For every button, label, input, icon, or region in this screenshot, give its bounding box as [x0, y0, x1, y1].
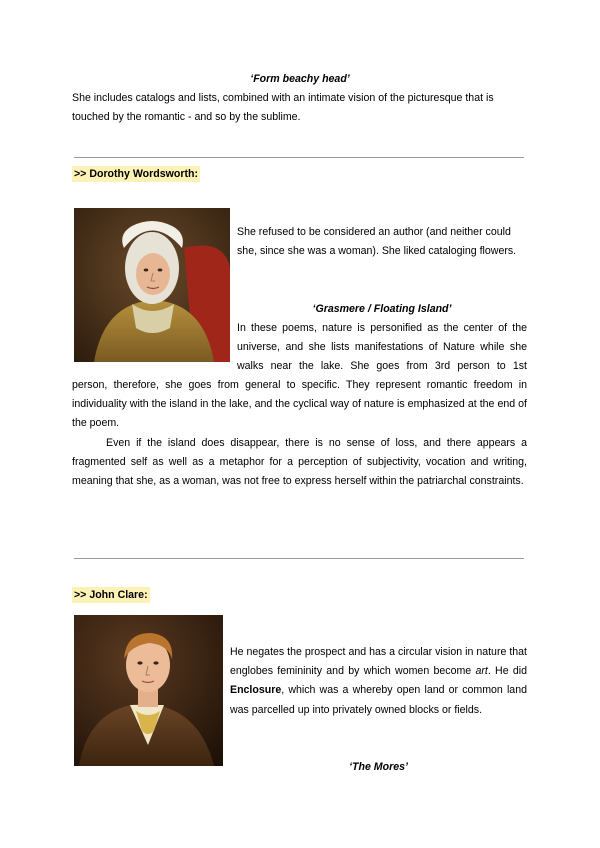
dorothy-wordsworth-portrait [74, 208, 230, 362]
beachy-head-text: She includes catalogs and lists, combined with an intimate vision of the picturesque that is touched by the romantic - and so by the sublime. [72, 92, 494, 124]
clare-text-part-3: , which was a whereby open land or common land was parcelled up into privately owned blocks or fields. [230, 684, 527, 716]
section-divider-1 [74, 157, 524, 158]
dorothy-wordsworth-heading: >> Dorothy Wordsworth: [74, 168, 198, 180]
beachy-head-title: ‘Form beachy head’ [250, 73, 350, 85]
clare-text-part-1: He negates the prospect and has a circular vision in nature that englobes femininity and by which women become [230, 646, 527, 678]
clare-text-part-2: . He did [487, 665, 527, 678]
john-clare-portrait [74, 615, 223, 766]
dorothy-intro: She refused to be considered an author (and neither could she, since she was a woman). She liked cataloging flowers. [237, 226, 517, 258]
john-clare-paragraph [230, 643, 527, 720]
john-clare-poem-title: ‘The Mores’ [349, 761, 408, 773]
clare-enclosure-word: Enclosure [230, 684, 282, 697]
dorothy-paragraph-2: Even if the island does disappear, there is no sense of loss, and there appears a fragmented self as well as a metaphor for a perception of subjectivity, vocation and writing, meaning that she, as a woman, was not free to express herself within the patriarchal constraints. [72, 437, 527, 488]
dorothy-paragraph-1-side: In these poems, nature is personified as the center of the universe, and she lists manifestations of Nature while she walks near the lake. She goes from 3rd person to 1st [237, 322, 527, 373]
clare-art-word: art [475, 665, 488, 678]
dorothy-poem-title: ‘Grasmere / Floating Island’ [312, 303, 452, 315]
john-clare-heading: >> John Clare: [74, 589, 148, 601]
section-divider-2 [74, 558, 524, 559]
dorothy-paragraph-1-full: person, therefore, she goes from general to specific. They represent romantic freedom in individuality with the island in the lake, and the cyclical way of nature is emphasized at the end of the poem. [72, 379, 527, 430]
